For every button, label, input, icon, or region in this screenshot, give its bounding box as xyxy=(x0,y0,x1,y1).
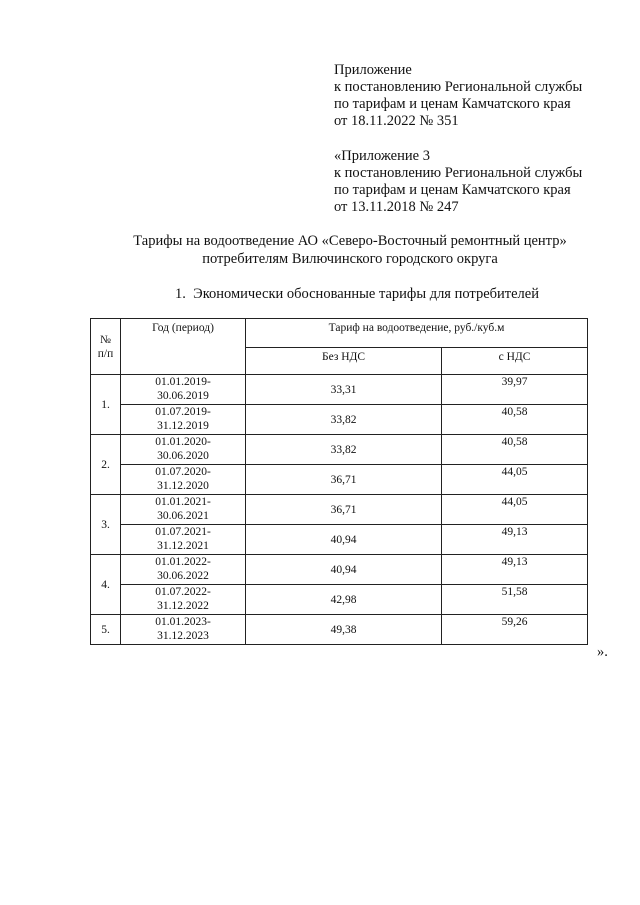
table-row xyxy=(91,405,588,435)
period-start: 01.01.2020- xyxy=(155,436,211,448)
tariff-table xyxy=(90,318,588,645)
appendix-date-line: от 18.11.2022 № 351 xyxy=(334,113,459,129)
header-no-vat: Без НДС xyxy=(246,348,442,375)
appendix-agency-line: по тарифам и ценам Камчатского края xyxy=(334,96,571,112)
header-num: № п/п xyxy=(91,319,121,375)
table-row xyxy=(91,615,588,645)
period-start: 01.07.2021- xyxy=(155,526,211,538)
period-end: 30.06.2020 xyxy=(157,450,209,462)
table-row xyxy=(91,585,588,615)
appendix-header xyxy=(334,62,582,130)
tariff-with-vat: 49,13 xyxy=(442,525,588,555)
period-end: 30.06.2022 xyxy=(157,570,209,582)
closing-quote: ». xyxy=(597,644,608,660)
period-cell xyxy=(121,555,246,585)
period-end: 30.06.2021 xyxy=(157,510,209,522)
tariff-with-vat: 59,26 xyxy=(442,615,588,645)
period-end: 30.06.2019 xyxy=(157,390,209,402)
period-start: 01.07.2020- xyxy=(155,466,211,478)
appendix3-resolution-line: к постановлению Региональной службы xyxy=(334,165,583,181)
appendix3-agency-line: по тарифам и ценам Камчатского края xyxy=(334,182,571,198)
period-end: 31.12.2021 xyxy=(157,540,209,552)
period-start: 01.07.2019- xyxy=(155,406,211,418)
period-cell xyxy=(121,465,246,495)
period-cell xyxy=(121,405,246,435)
tariff-no-vat: 36,71 xyxy=(246,465,442,495)
period-cell xyxy=(121,585,246,615)
header-tariff: Тариф на водоотведение, руб./куб.м xyxy=(246,319,588,348)
period-start: 01.07.2022- xyxy=(155,586,211,598)
appendix3-label: «Приложение 3 xyxy=(334,148,430,164)
period-cell xyxy=(121,435,246,465)
table-row xyxy=(91,375,588,405)
tariff-no-vat: 40,94 xyxy=(246,525,442,555)
tariff-no-vat: 49,38 xyxy=(246,615,442,645)
document-subtitle: потребителям Вилючинского городского округа xyxy=(202,251,498,267)
table-body xyxy=(91,375,588,645)
table-row xyxy=(91,525,588,555)
period-cell xyxy=(121,525,246,555)
period-end: 31.12.2022 xyxy=(157,600,209,612)
appendix-resolution-line: к постановлению Региональной службы xyxy=(334,79,583,95)
appendix3-header xyxy=(334,148,582,216)
period-start: 01.01.2023- xyxy=(155,616,211,628)
tariff-with-vat: 40,58 xyxy=(442,405,588,435)
period-cell xyxy=(121,375,246,405)
document-title: Тарифы на водоотведение АО «Северо-Восточный ремонтный центр» xyxy=(133,233,567,249)
period-end: 31.12.2023 xyxy=(157,630,209,642)
tariff-no-vat: 33,82 xyxy=(246,405,442,435)
row-number: 2. xyxy=(91,435,121,495)
tariff-with-vat: 39,97 xyxy=(442,375,588,405)
row-number: 4. xyxy=(91,555,121,615)
tariff-no-vat: 40,94 xyxy=(246,555,442,585)
period-end: 31.12.2020 xyxy=(157,480,209,492)
table-row xyxy=(91,495,588,525)
header-period: Год (период) xyxy=(121,319,246,375)
period-start: 01.01.2019- xyxy=(155,376,211,388)
table-row xyxy=(91,465,588,495)
row-number: 3. xyxy=(91,495,121,555)
tariff-with-vat: 44,05 xyxy=(442,465,588,495)
table-row xyxy=(91,435,588,465)
period-cell xyxy=(121,615,246,645)
period-start: 01.01.2021- xyxy=(155,496,211,508)
period-cell xyxy=(121,495,246,525)
period-start: 01.01.2022- xyxy=(155,556,211,568)
tariff-no-vat: 33,31 xyxy=(246,375,442,405)
tariff-no-vat: 42,98 xyxy=(246,585,442,615)
tariff-with-vat: 44,05 xyxy=(442,495,588,525)
row-number: 5. xyxy=(91,615,121,645)
table-row xyxy=(91,555,588,585)
tariff-with-vat: 49,13 xyxy=(442,555,588,585)
appendix3-date-line: от 13.11.2018 № 247 xyxy=(334,199,459,215)
appendix-label: Приложение xyxy=(334,62,412,78)
period-end: 31.12.2019 xyxy=(157,420,209,432)
tariff-with-vat: 51,58 xyxy=(442,585,588,615)
tariff-with-vat: 40,58 xyxy=(442,435,588,465)
section-number: 1. xyxy=(175,286,186,302)
row-number: 1. xyxy=(91,375,121,435)
section-text: Экономически обоснованные тарифы для потребителей xyxy=(193,286,539,302)
section-heading xyxy=(175,286,539,303)
header-with-vat: с НДС xyxy=(442,348,588,375)
tariff-no-vat: 36,71 xyxy=(246,495,442,525)
tariff-no-vat: 33,82 xyxy=(246,435,442,465)
